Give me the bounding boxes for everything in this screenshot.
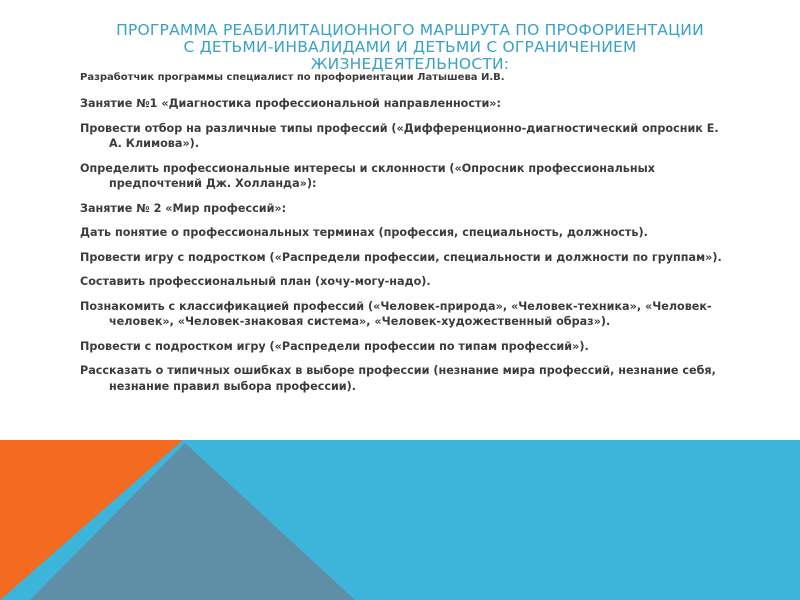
list-item: Провести игру с подростком («Распредели профессии, специальности и должности по группам»). bbox=[80, 250, 722, 264]
list-item: Занятие №1 «Диагностика профессиональной направленности»: bbox=[80, 97, 502, 110]
list-item: Составить профессиональный план (хочу-могу-надо). bbox=[80, 275, 431, 288]
list-item: Провести отбор на различные типы профессий («Дифференционно-диагностический опросник Е. А. Климова»). bbox=[80, 121, 719, 150]
list-item: Занятие № 2 «Мир профессий»: bbox=[80, 201, 287, 215]
slide-title: ПРОГРАММА РЕАБИЛИТАЦИОННОГО МАРШРУТА ПО ПРОФОРИЕНТАЦИИ С ДЕТЬМИ-ИНВАЛИДАМИ И ДЕТЬМИ С ОГРАНИЧЕНИЕМ ЖИЗНЕДЕЯТЕЛЬНОСТИ: bbox=[116, 21, 704, 73]
list-item: Определить профессиональные интересы и склонности («Опросник профессиональных предпочтений Дж. Холланда»): bbox=[80, 161, 655, 190]
author-line: Разработчик программы специалист по профориентации Латышева И.В. bbox=[80, 72, 505, 83]
list-item: Рассказать о типичных ошибках в выборе профессии (незнание мира профессий, незнание себя, незнание правил выбора профессии). bbox=[80, 364, 716, 393]
list-item: Дать понятие о профессиональных терминах (профессия, специальность, должность). bbox=[80, 226, 648, 239]
slide-content bbox=[80, 72, 730, 403]
list-item: Провести с подростком игру («Распредели профессии по типам профессий»). bbox=[80, 339, 589, 353]
list-item: Познакомить с классификацией профессий («Человек-природа», «Человек-техника», «Человек-человек», «Человек-знаковая система», «Человек-художественный образ»). bbox=[80, 299, 712, 328]
